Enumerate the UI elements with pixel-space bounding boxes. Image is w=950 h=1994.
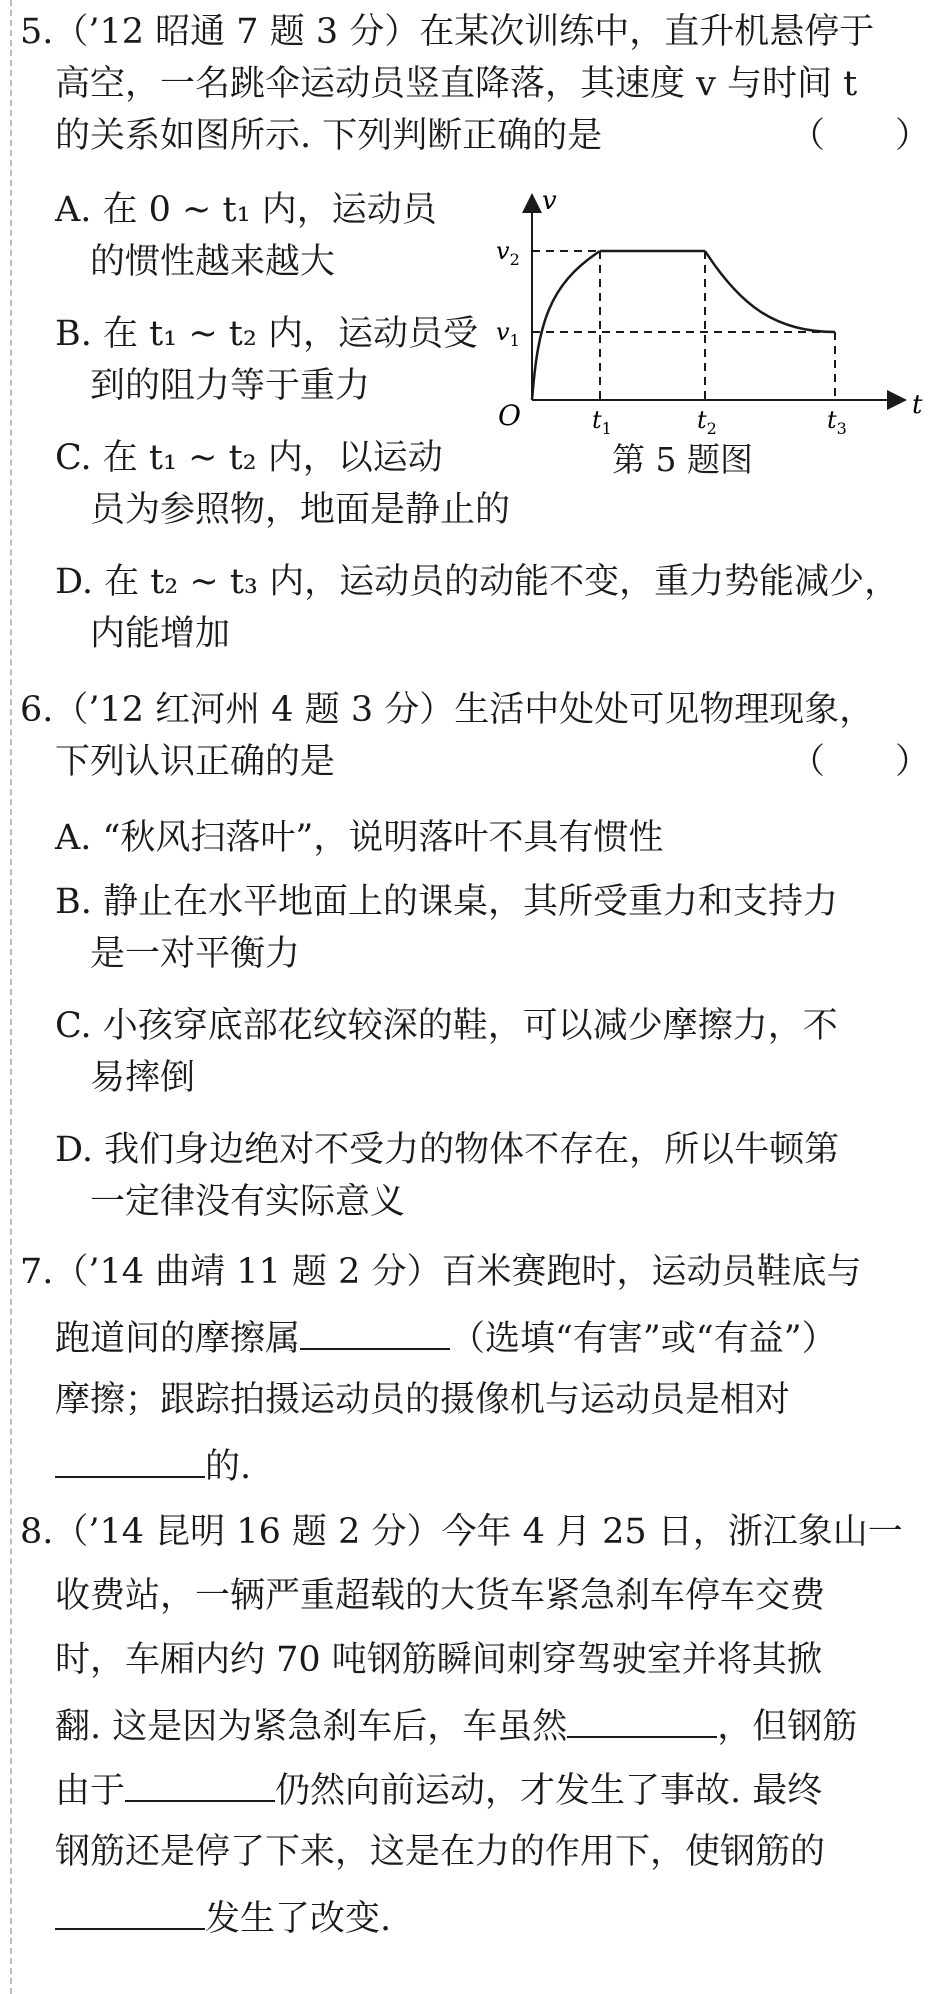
q6-stem-line-1: 6.（’12 红河州 4 题 3 分）生活中处处可见物理现象， — [20, 690, 875, 730]
q5-figure-caption: 第 5 题图 — [612, 440, 753, 479]
t3-label: $t_3$ — [827, 406, 847, 435]
v2-label: $v_2$ — [496, 237, 520, 269]
q8-text-after-blank-1: ，但钢筋 — [717, 1707, 858, 1747]
q6-option-c-line-2: 易摔倒 — [90, 1058, 196, 1098]
q6-option-d-line-2: 一定律没有实际意义 — [90, 1182, 406, 1222]
q8-stem-line-3: 时，车厢内约 70 吨钢筋瞬间刺穿驾驶室并将其掀 — [55, 1640, 822, 1680]
q7-stem-line-2 — [55, 1314, 837, 1361]
q6-option-c-line-1: C. 小孩穿底部花纹较深的鞋，可以减少摩擦力，不 — [55, 1006, 838, 1046]
q8-stem-line-6: 钢筋还是停了下来，这是在力的作用下，使钢筋的 — [55, 1832, 826, 1872]
q8-answer-blank-2[interactable] — [125, 1766, 275, 1802]
q6-option-b-line-1: B. 静止在水平地面上的课桌，其所受重力和支持力 — [55, 882, 838, 922]
deceleration-curve — [705, 251, 835, 332]
dashed-margin-line — [10, 0, 12, 1994]
q5-option-b-line-2: 到的阻力等于重力 — [90, 366, 371, 406]
q7-stem-line-4 — [55, 1442, 251, 1489]
q7-text-after-blank-1: （选填“有害”或“有益”） — [450, 1319, 837, 1359]
q7-answer-blank-1[interactable] — [300, 1314, 450, 1350]
q8-stem-line-4 — [55, 1702, 857, 1749]
origin-label: O — [498, 399, 521, 432]
v1-label: $v_1$ — [496, 318, 520, 350]
q5-option-c-line-1: C. 在 t₁ ~ t₂ 内，以运动 — [55, 438, 443, 478]
q8-stem-line-5 — [55, 1766, 822, 1813]
q7-stem-line-1: 7.（’14 曲靖 11 题 2 分）百米赛跑时，运动员鞋底与 — [20, 1252, 862, 1292]
q7-stem-line-3: 摩擦；跟踪拍摄运动员的摄像机与运动员是相对 — [55, 1380, 791, 1420]
q8-text-before-blank-1: 翻. 这是因为紧急刹车后，车虽然 — [55, 1707, 568, 1747]
q5-option-d-line-2: 内能增加 — [90, 614, 231, 654]
q5-stem-line-2: 高空，一名跳伞运动员竖直降落，其速度 v 与时间 t — [55, 64, 858, 104]
q8-stem-line-2: 收费站，一辆严重超载的大货车紧急刹车停车交费 — [55, 1576, 826, 1616]
q8-stem-line-7 — [55, 1894, 391, 1941]
q8-text-after-blank-3: 发生了改变. — [205, 1899, 392, 1939]
q5-option-d-line-1: D. 在 t₂ ~ t₃ 内，运动员的动能不变，重力势能减少， — [55, 562, 900, 602]
q7-answer-blank-2[interactable] — [55, 1442, 205, 1478]
q8-text-after-blank-2: 仍然向前运动，才发生了事故. 最终 — [275, 1771, 823, 1811]
q5-answer-parentheses: （ ） — [790, 116, 931, 156]
q5-option-b-line-1: B. 在 t₁ ~ t₂ 内，运动员受 — [55, 314, 478, 354]
v-axis-label: v — [542, 186, 557, 216]
q5-option-a-line-1: A. 在 0 ~ t₁ 内，运动员 — [55, 190, 437, 230]
t1-label: $t_1$ — [592, 406, 612, 435]
q8-answer-blank-1[interactable] — [567, 1702, 717, 1738]
q8-answer-blank-3[interactable] — [55, 1894, 205, 1930]
q8-text-before-blank-2: 由于 — [55, 1771, 126, 1811]
q6-option-d-line-1: D. 我们身边绝对不受力的物体不存在，所以牛顿第 — [55, 1130, 840, 1170]
q7-text-after-blank-2: 的. — [205, 1447, 252, 1487]
q8-stem-line-1: 8.（’14 昆明 16 题 2 分）今年 4 月 25 日，浙江象山一 — [20, 1512, 903, 1552]
q5-option-c-line-2: 员为参照物，地面是静止的 — [90, 490, 511, 530]
q5-stem-line-1: 5.（’12 昭通 7 题 3 分）在某次训练中，直升机悬停于 — [20, 12, 875, 52]
q5-option-a-line-2: 的惯性越来越大 — [90, 242, 336, 282]
t2-label: $t_2$ — [697, 406, 717, 435]
q5-stem-line-3: 的关系如图所示. 下列判断正确的是 — [55, 116, 603, 156]
q6-stem-line-2: 下列认识正确的是 — [55, 742, 336, 782]
acceleration-curve — [532, 251, 600, 400]
q6-option-a: A. “秋风扫落叶”，说明落叶不具有惯性 — [55, 818, 664, 858]
q6-option-b-line-2: 是一对平衡力 — [90, 934, 301, 974]
t-axis-label: t — [912, 390, 923, 420]
q6-answer-parentheses: （ ） — [790, 742, 931, 782]
q7-text-before-blank-1: 跑道间的摩擦属 — [55, 1319, 301, 1359]
velocity-time-graph — [490, 185, 930, 435]
